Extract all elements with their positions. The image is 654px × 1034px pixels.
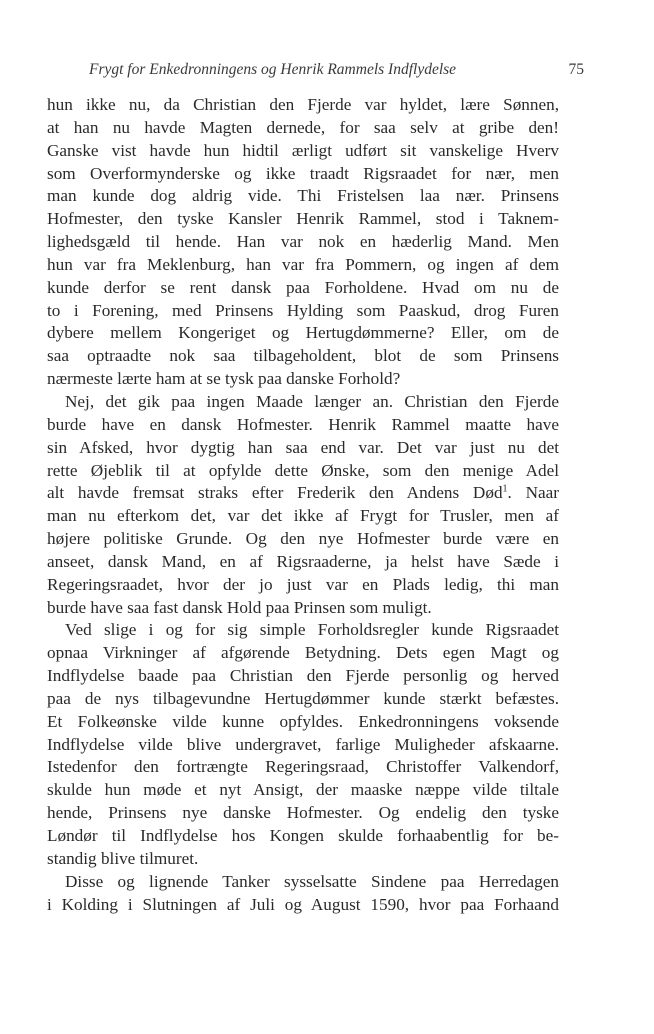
text-line: burde have en dansk Hofmester. Henrik Rammel maatte have bbox=[47, 414, 559, 434]
text-line: at han nu havde Magten dernede, for saa selv at gribe den! bbox=[47, 117, 559, 137]
text-line: Regeringsraadet, hvor der jo just var en Plads ledig, thi man bbox=[47, 574, 559, 594]
text-line: hun ikke nu, da Christian den Fjerde var hyldet, lære Sønnen, bbox=[47, 95, 559, 114]
text-line: skulde hun møde et nyt Ansigt, der maaske næppe vilde tiltale bbox=[47, 780, 559, 800]
text-line-paragraph-start: Ved slige i og for sig simple Forholdsregler kunde Rigsraadet bbox=[65, 620, 559, 640]
text-line: rette Øjeblik til at opfylde dette Ønske, som den menige Adel bbox=[47, 460, 559, 480]
text-line: kunde derfor se rent dansk paa Forholdene. Hvad om nu de bbox=[47, 277, 559, 297]
text-line-paragraph-start: Disse og lignende Tanker sysselsatte Sindene paa Herredagen bbox=[65, 871, 559, 891]
body-text bbox=[47, 94, 559, 916]
text-line-start: alt havde fremsat straks efter Frederik den Andens Død bbox=[47, 483, 503, 503]
text-line: man nu efterkom det, var det ikke af Frygt for Trusler, men af bbox=[47, 506, 559, 526]
text-line: anseet, dansk Mand, en af Rigsraaderne, ja helst have Sæde i bbox=[47, 551, 559, 571]
text-line: Et Folkeønske vilde kunne opfyldes. Enkedronningens voksende bbox=[47, 711, 559, 731]
text-line: dybere mellem Kongeriget og Hertugdømmerne? Eller, om de bbox=[47, 323, 559, 343]
text-line: Indflydelse vilde blive undergravet, farlige Muligheder afskaarne. bbox=[47, 734, 559, 754]
text-line-paragraph-end: burde have saa fast dansk Hold paa Prinsen som muligt. bbox=[47, 597, 432, 617]
text-line: opnaa Virkninger af afgørende Betydning. Dets egen Magt og bbox=[47, 643, 559, 663]
text-line: paa de nys tilbagevundne Hertugdømmer kunde stærkt befæstes. bbox=[47, 688, 559, 708]
text-line: lighedsgæld til hende. Han var nok en hæderlig Mand. Men bbox=[47, 232, 559, 252]
text-line-with-footnote bbox=[47, 482, 559, 505]
text-line: Indflydelse baade paa Christian den Fjerde personlig og herved bbox=[47, 666, 559, 686]
text-line: hende, Prinsens nye danske Hofmester. Og endelig den tyske bbox=[47, 803, 559, 823]
text-line: hun var fra Meklenburg, han var fra Pommern, og ingen af dem bbox=[47, 254, 559, 274]
text-line: Istedenfor den fortrængte Regeringsraad, Christoffer Valkendorf, bbox=[47, 757, 559, 777]
text-line-paragraph-start: Nej, det gik paa ingen Maade længer an. Christian den Fjerde bbox=[65, 391, 559, 411]
running-header-title: Frygt for Enkedronningens og Henrik Rammels Indflydelse bbox=[89, 61, 457, 78]
text-line: i Kolding i Slutningen af Juli og August 1590, hvor paa Forhaand bbox=[47, 894, 559, 914]
text-line: sin Afsked, hvor dygtig han saa end var. Det var just nu det bbox=[47, 437, 559, 457]
text-line-paragraph-end: standig blive tilmuret. bbox=[47, 848, 199, 868]
running-header bbox=[89, 58, 584, 82]
text-line: som Overformynderske og ikke traadt Rigsraadet for nær, men bbox=[47, 163, 559, 183]
text-line: saa optraadte nok saa tilbageholdent, blot de som Prinsens bbox=[47, 346, 559, 366]
text-line: Hofmester, den tyske Kansler Henrik Rammel, stod i Taknem- bbox=[47, 209, 559, 229]
text-line: Løndør til Indflydelse hos Kongen skulde forhaabentlig for be- bbox=[47, 826, 559, 845]
text-line-paragraph-end: nærmeste lærte ham at se tysk paa danske Forhold? bbox=[47, 369, 401, 389]
text-line: to i Forening, med Prinsens Hylding som Paaskud, drog Furen bbox=[47, 300, 559, 320]
footnote-marker: 1 bbox=[502, 483, 508, 495]
text-line: højere politiske Grunde. Og den nye Hofmester burde være en bbox=[47, 529, 559, 549]
page-number: 75 bbox=[568, 61, 584, 78]
text-line-tail: . Naar bbox=[507, 483, 559, 503]
text-line: Ganske vist havde hun hidtil ærligt udført sit vanskelige Hverv bbox=[47, 140, 559, 160]
text-line: man kunde dog aldrig vide. Thi Fristelsen laa nær. Prinsens bbox=[47, 186, 559, 206]
